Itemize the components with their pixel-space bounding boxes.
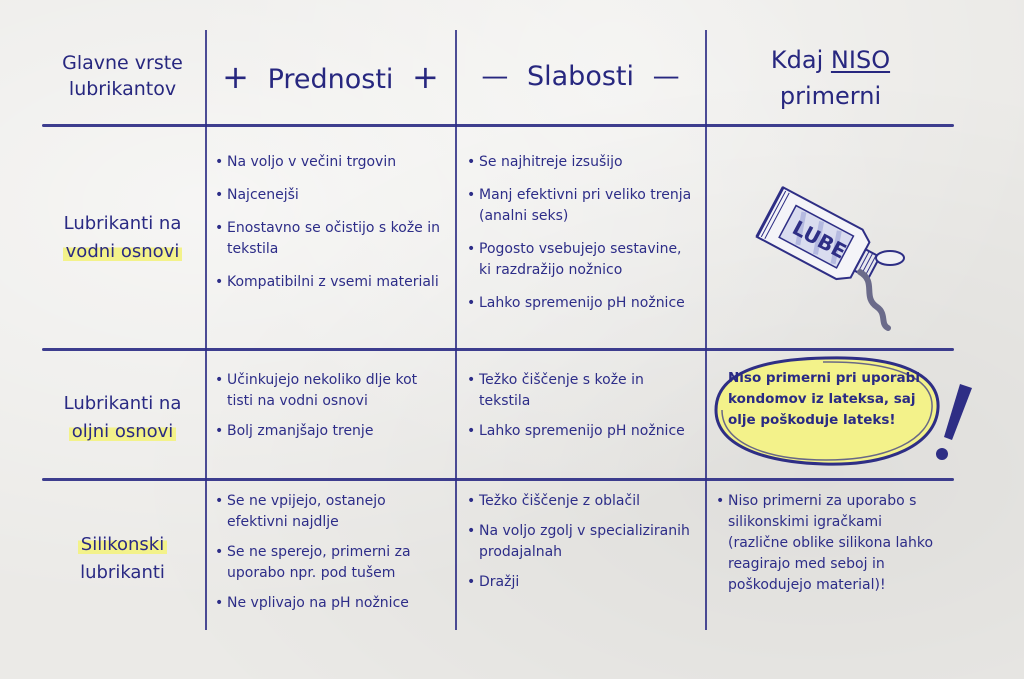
list-item: • Kompatibilni z vsemi materiali [215, 272, 445, 293]
list-item: • Manj efektivni pri veliko trenja (analni seks) [467, 185, 697, 227]
plus-sign-left: + [222, 58, 249, 96]
row-label-oil [45, 390, 200, 446]
row-label-water-line1: Lubrikanti na [63, 213, 182, 234]
oil-slabosti-list [467, 370, 697, 451]
list-item: • Lahko spremenijo pH nožnice [467, 421, 697, 442]
header-divider [42, 124, 954, 127]
list-item: • Ne vplivajo na pH nožnice [215, 593, 447, 614]
water-slabosti-list [467, 152, 697, 326]
list-item: • Na voljo v večini trgovin [215, 152, 445, 173]
column-divider-2 [455, 30, 457, 630]
header-slabosti [458, 60, 703, 94]
minus-sign-left: — [481, 61, 509, 92]
lube-label: LUBE [788, 215, 851, 264]
row-label-silicone-line2: lubrikanti [80, 562, 165, 583]
silicone-prednosti-list [215, 491, 447, 623]
row-label-silicone [45, 531, 200, 587]
oil-prednosti-list [215, 370, 445, 451]
list-item: • Enostavno se očistijo s kože in tekstila [215, 218, 445, 260]
list-item: • Lahko spremenijo pH nožnice [467, 293, 697, 314]
list-item: • Se ne vpijejo, ostanejo efektivni najdlje [215, 491, 447, 533]
header-prednosti [208, 60, 453, 97]
minus-sign-right: — [652, 61, 680, 92]
header-types-line1: Glavne vrste [62, 52, 183, 74]
oil-niso-primerni-text: Niso primerni pri uporabi kondomov iz lateksa, saj olje poškoduje lateks! [728, 370, 920, 428]
header-types-line2: lubrikantov [68, 78, 177, 100]
row-label-oil-line1: Lubrikanti na [63, 393, 182, 414]
list-item: • Težko čiščenje s kože in tekstila [467, 370, 697, 412]
silicone-slabosti-list [467, 491, 699, 602]
header-prednosti-label: Prednosti [267, 64, 394, 95]
water-prednosti-list [215, 152, 445, 305]
list-item: • Dražji [467, 572, 699, 593]
header-primerni: primerni [779, 82, 882, 110]
list-item: • Se ne sperejo, primerni za uporabo npr. pod tušem [215, 542, 447, 584]
exclamation-icon [930, 380, 980, 466]
column-divider-3 [705, 30, 707, 630]
row-divider-2 [42, 478, 954, 481]
list-item: • Na voljo zgolj v specializiranih prodajalnah [467, 521, 699, 563]
header-slabosti-label: Slabosti [527, 61, 634, 92]
list-item: • Niso primerni za uporabo s silikonskimi igračkami (različne oblike silikona lahko reagirajo med seboj in poškodujejo material)! [716, 491, 946, 596]
header-niso: NISO [830, 46, 891, 74]
row-label-silicone-line1: Silikonski [78, 534, 167, 555]
header-kdaj: Kdaj [770, 46, 824, 74]
row-label-water [45, 210, 200, 266]
list-item: • Bolj zmanjšajo trenje [215, 421, 445, 442]
list-item: • Se najhitreje izsušijo [467, 152, 697, 173]
list-item: • Pogosto vsebujejo sestavine, ki razdražijo nožnico [467, 239, 697, 281]
list-item: • Učinkujejo nekoliko dlje kot tisti na vodni osnovi [215, 370, 445, 412]
list-item: • Najcenejši [215, 185, 445, 206]
header-niso-primerni [708, 42, 953, 114]
column-divider-1 [205, 30, 207, 630]
row-divider-1 [42, 348, 954, 351]
lube-tube-illustration [752, 172, 912, 332]
row-label-oil-line2: oljni osnovi [69, 421, 177, 442]
list-item: • Težko čiščenje z oblačil [467, 491, 699, 512]
header-types [45, 50, 200, 102]
silicone-niso-primerni-list [716, 491, 946, 608]
row-label-water-line2: vodni osnovi [63, 241, 183, 262]
plus-sign-right: + [412, 58, 439, 96]
